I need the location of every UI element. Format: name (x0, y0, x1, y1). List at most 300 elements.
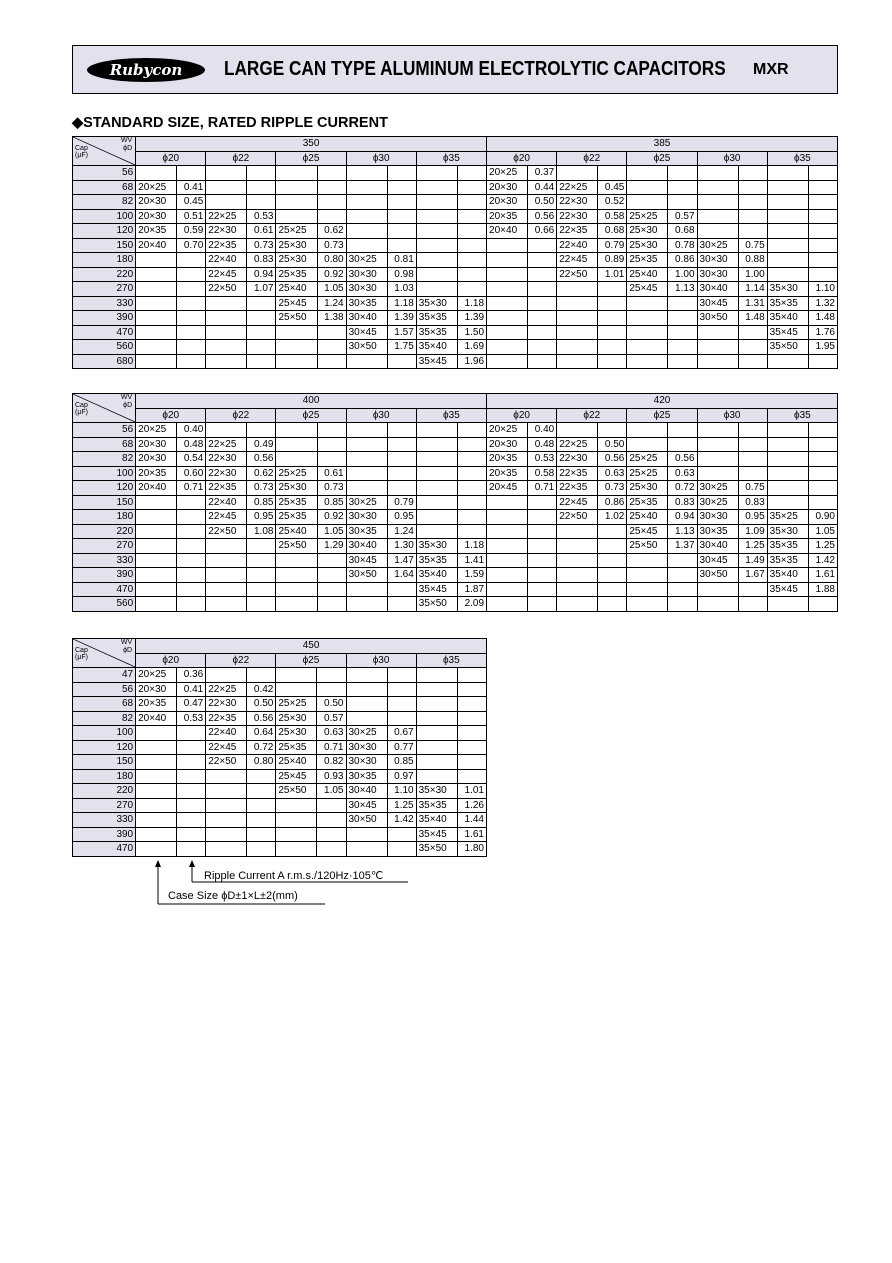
case-size-cell (206, 325, 247, 340)
table-row (73, 296, 838, 311)
ripple-current-cell (177, 539, 206, 554)
ripple-current-cell: 1.24 (317, 296, 346, 311)
cap-label: Cap (75, 402, 88, 409)
case-size-cell (557, 311, 598, 326)
case-size-cell: 25×45 (627, 282, 668, 297)
diameter-header: ϕ30 (346, 653, 416, 668)
ripple-current-cell: 1.30 (387, 539, 416, 554)
case-size-cell: 22×40 (557, 238, 598, 253)
case-size-cell: 22×25 (557, 180, 598, 195)
ripple-current-cell: 1.39 (457, 311, 486, 326)
ripple-current-cell (598, 325, 627, 340)
ripple-current-cell: 1.07 (247, 282, 276, 297)
ripple-current-cell: 0.61 (247, 224, 276, 239)
case-size-cell (697, 466, 738, 481)
case-size-cell (136, 798, 177, 813)
ripple-current-cell (528, 597, 557, 612)
case-size-cell: 30×25 (346, 726, 387, 741)
ripple-current-cell: 0.63 (668, 466, 697, 481)
capacitance-cell: 220 (73, 267, 136, 282)
ripple-current-cell (808, 354, 837, 369)
table-row (73, 682, 487, 697)
ripple-current-cell (668, 437, 697, 452)
page-header (72, 45, 838, 94)
ripple-current-cell (387, 224, 416, 239)
case-size-cell (416, 224, 457, 239)
ripple-current-cell (457, 510, 486, 525)
ripple-current-cell: 0.73 (317, 481, 346, 496)
ripple-current-cell (457, 769, 486, 784)
case-size-cell (487, 539, 528, 554)
case-size-cell (136, 340, 177, 355)
case-size-cell (697, 325, 738, 340)
ripple-current-cell (387, 466, 416, 481)
case-size-cell: 30×30 (697, 267, 738, 282)
ripple-current-cell (317, 325, 346, 340)
case-size-cell (136, 827, 177, 842)
case-size-cell (767, 466, 808, 481)
ripple-current-cell: 0.81 (387, 253, 416, 268)
ripple-current-cell (457, 711, 486, 726)
case-size-cell: 25×25 (627, 209, 668, 224)
diameter-header: ϕ20 (136, 653, 206, 668)
header-corner (73, 394, 136, 423)
table-row (73, 524, 838, 539)
ripple-current-cell (177, 340, 206, 355)
ripple-current-cell: 0.95 (247, 510, 276, 525)
case-size-cell: 22×45 (557, 495, 598, 510)
case-size-cell: 35×35 (767, 539, 808, 554)
ripple-current-cell: 0.67 (387, 726, 416, 741)
legend-ripple-current: Ripple Current A r.m.s./120Hz·105℃ (204, 870, 384, 882)
ripple-current-cell (457, 481, 486, 496)
case-size-cell (487, 553, 528, 568)
case-size-cell (416, 711, 457, 726)
table-row (73, 452, 838, 467)
ripple-current-cell (177, 582, 206, 597)
capacitance-cell: 180 (73, 510, 136, 525)
ripple-current-cell (598, 423, 627, 438)
ripple-current-cell (247, 296, 276, 311)
ripple-current-cell (247, 195, 276, 210)
diameter-header: ϕ20 (487, 151, 557, 166)
ripple-current-cell: 1.05 (317, 524, 346, 539)
ripple-current-cell (738, 582, 767, 597)
case-size-cell: 30×30 (346, 740, 387, 755)
ripple-current-cell: 1.25 (808, 539, 837, 554)
ripple-current-cell (317, 423, 346, 438)
ripple-current-cell: 0.47 (177, 697, 206, 712)
table-row (73, 510, 838, 525)
voltage-header: 400 (136, 394, 487, 409)
case-size-cell (557, 282, 598, 297)
case-size-cell: 25×25 (627, 452, 668, 467)
capacitance-cell: 68 (73, 437, 136, 452)
case-size-cell (136, 813, 177, 828)
case-size-cell (627, 568, 668, 583)
ripple-current-cell: 0.73 (317, 238, 346, 253)
case-size-cell (697, 437, 738, 452)
section-title: ◆STANDARD SIZE, RATED RIPPLE CURRENT (72, 115, 388, 131)
case-size-cell: 30×30 (346, 510, 387, 525)
case-size-cell (416, 466, 457, 481)
diameter-label: ϕD (123, 145, 133, 152)
case-size-cell (557, 423, 598, 438)
ripple-current-cell (387, 437, 416, 452)
capacitance-cell: 100 (73, 466, 136, 481)
ripple-current-cell: 0.85 (247, 495, 276, 510)
header-corner (73, 137, 136, 166)
ripple-current-cell (738, 466, 767, 481)
ripple-current-cell: 0.50 (247, 697, 276, 712)
case-size-cell: 20×35 (136, 466, 177, 481)
ripple-current-cell: 0.40 (528, 423, 557, 438)
ripple-current-cell (177, 267, 206, 282)
ripple-current-cell (177, 296, 206, 311)
ripple-current-cell (317, 668, 346, 683)
case-size-cell (346, 582, 387, 597)
ripple-current-cell (738, 325, 767, 340)
case-size-cell: 22×35 (557, 466, 598, 481)
case-size-cell (276, 813, 317, 828)
case-size-cell (767, 267, 808, 282)
capacitance-cell: 270 (73, 798, 136, 813)
ripple-current-cell (457, 437, 486, 452)
ripple-current-cell: 0.80 (247, 755, 276, 770)
ripple-current-cell: 1.48 (808, 311, 837, 326)
header-corner (73, 639, 136, 668)
ripple-current-cell: 0.72 (247, 740, 276, 755)
ripple-table-400-420 (72, 393, 838, 612)
case-size-cell (487, 282, 528, 297)
case-size-cell (416, 423, 457, 438)
case-size-cell (346, 224, 387, 239)
ripple-current-cell (457, 755, 486, 770)
case-size-cell: 25×35 (276, 267, 317, 282)
diameter-header: ϕ22 (206, 151, 276, 166)
case-size-cell (487, 495, 528, 510)
ripple-current-cell (317, 340, 346, 355)
rubycon-logo: Rubycon (87, 58, 205, 82)
case-size-cell (276, 582, 317, 597)
table-row (73, 166, 838, 181)
ripple-current-cell: 1.00 (738, 267, 767, 282)
capacitance-cell: 680 (73, 354, 136, 369)
ripple-current-cell (598, 296, 627, 311)
table-row (73, 267, 838, 282)
case-size-cell: 20×25 (487, 166, 528, 181)
case-size-cell (206, 769, 247, 784)
diameter-header: ϕ30 (697, 151, 767, 166)
case-size-cell (627, 597, 668, 612)
ripple-current-cell: 0.71 (317, 740, 346, 755)
ripple-current-cell (598, 311, 627, 326)
diameter-header: ϕ30 (346, 408, 416, 423)
case-size-cell: 25×25 (276, 697, 317, 712)
ripple-current-cell: 0.88 (738, 253, 767, 268)
ripple-current-cell (317, 209, 346, 224)
ripple-current-cell (317, 452, 346, 467)
ripple-current-cell (387, 452, 416, 467)
capacitance-cell: 150 (73, 755, 136, 770)
ripple-current-cell (387, 682, 416, 697)
ripple-current-cell (457, 495, 486, 510)
ripple-current-cell: 1.01 (457, 784, 486, 799)
case-size-cell (206, 842, 247, 857)
ripple-current-cell: 0.37 (528, 166, 557, 181)
ripple-table-350-385 (72, 136, 838, 369)
diameter-header: ϕ35 (416, 653, 486, 668)
ripple-current-cell (387, 597, 416, 612)
table-row (73, 597, 838, 612)
case-size-cell (276, 668, 317, 683)
ripple-current-cell (668, 296, 697, 311)
case-size-cell: 20×35 (487, 209, 528, 224)
case-size-cell: 25×30 (276, 481, 317, 496)
ripple-current-cell: 1.50 (457, 325, 486, 340)
ripple-current-cell: 1.18 (457, 539, 486, 554)
table-row (73, 325, 838, 340)
ripple-current-cell: 1.25 (387, 798, 416, 813)
ripple-current-cell (317, 354, 346, 369)
case-size-cell: 22×25 (206, 209, 247, 224)
ripple-current-cell (598, 282, 627, 297)
table-row (73, 423, 838, 438)
case-size-cell (346, 466, 387, 481)
case-size-cell: 35×25 (767, 510, 808, 525)
ripple-current-cell: 1.26 (457, 798, 486, 813)
case-size-cell (206, 798, 247, 813)
ripple-current-cell (808, 597, 837, 612)
ripple-current-cell (387, 354, 416, 369)
capacitance-cell: 330 (73, 296, 136, 311)
case-size-cell (276, 354, 317, 369)
ripple-current-cell: 1.49 (738, 553, 767, 568)
diameter-header: ϕ35 (416, 408, 486, 423)
ripple-current-cell (457, 180, 486, 195)
diameter-header: ϕ22 (557, 408, 627, 423)
series-code: MXR (753, 61, 789, 78)
ripple-current-cell: 1.18 (457, 296, 486, 311)
capacitance-cell: 270 (73, 282, 136, 297)
ripple-current-cell (317, 180, 346, 195)
ripple-current-cell (177, 827, 206, 842)
case-size-cell: 25×45 (627, 524, 668, 539)
table-row (73, 769, 487, 784)
case-size-cell (346, 668, 387, 683)
case-size-cell: 30×30 (346, 282, 387, 297)
table-row (73, 553, 838, 568)
ripple-current-cell: 0.63 (317, 726, 346, 741)
ripple-current-cell (808, 180, 837, 195)
case-size-cell: 22×40 (206, 253, 247, 268)
ripple-current-cell (598, 354, 627, 369)
ripple-current-cell (738, 354, 767, 369)
case-size-cell: 35×50 (416, 842, 457, 857)
case-size-cell (346, 697, 387, 712)
case-size-cell (767, 209, 808, 224)
table-row (73, 842, 487, 857)
ripple-current-cell (317, 827, 346, 842)
diameter-header: ϕ30 (346, 151, 416, 166)
ripple-current-cell: 0.66 (528, 224, 557, 239)
case-size-cell (276, 568, 317, 583)
case-size-cell (416, 495, 457, 510)
table-row (73, 697, 487, 712)
case-size-cell (136, 267, 177, 282)
ripple-current-cell: 0.36 (177, 668, 206, 683)
case-size-cell: 30×40 (346, 784, 387, 799)
ripple-current-cell (387, 827, 416, 842)
ripple-current-cell: 1.95 (808, 340, 837, 355)
case-size-cell (416, 195, 457, 210)
table-row (73, 668, 487, 683)
capacitance-cell: 68 (73, 180, 136, 195)
capacitance-cell: 82 (73, 711, 136, 726)
ripple-current-cell: 1.29 (317, 539, 346, 554)
ripple-current-cell: 1.42 (808, 553, 837, 568)
case-size-cell (136, 842, 177, 857)
case-size-cell (346, 597, 387, 612)
diameter-header: ϕ20 (136, 408, 206, 423)
ripple-current-cell (177, 813, 206, 828)
ripple-current-cell: 0.73 (598, 481, 627, 496)
ripple-current-cell: 1.44 (457, 813, 486, 828)
case-size-cell (276, 180, 317, 195)
case-size-cell (697, 166, 738, 181)
ripple-current-cell (668, 166, 697, 181)
case-size-cell (276, 325, 317, 340)
ripple-current-cell: 0.62 (317, 224, 346, 239)
case-size-cell: 30×45 (346, 798, 387, 813)
case-size-cell (416, 238, 457, 253)
ripple-current-cell: 1.76 (808, 325, 837, 340)
case-size-cell (206, 180, 247, 195)
case-size-cell (697, 224, 738, 239)
case-size-cell: 35×45 (767, 325, 808, 340)
voltage-header: 420 (487, 394, 838, 409)
case-size-cell: 30×30 (697, 510, 738, 525)
case-size-cell (627, 553, 668, 568)
ripple-current-cell (598, 166, 627, 181)
cap-label: Cap (75, 145, 88, 152)
ripple-current-cell: 0.45 (177, 195, 206, 210)
case-size-cell: 22×50 (557, 267, 598, 282)
case-size-cell: 20×25 (136, 668, 177, 683)
case-size-cell: 35×40 (416, 340, 457, 355)
case-size-cell (276, 195, 317, 210)
table-row (73, 238, 838, 253)
ripple-current-cell (177, 524, 206, 539)
ripple-current-cell: 0.58 (528, 466, 557, 481)
ripple-current-cell (457, 682, 486, 697)
case-size-cell: 35×30 (767, 282, 808, 297)
table-row (73, 224, 838, 239)
ripple-current-cell (247, 597, 276, 612)
ripple-current-cell: 1.05 (317, 282, 346, 297)
ripple-current-cell: 1.02 (598, 510, 627, 525)
legend (150, 858, 410, 908)
case-size-cell (136, 282, 177, 297)
ripple-current-cell (177, 325, 206, 340)
ripple-current-cell (738, 209, 767, 224)
ripple-current-cell (177, 311, 206, 326)
case-size-cell: 30×25 (346, 495, 387, 510)
case-size-cell (557, 553, 598, 568)
case-size-cell: 22×30 (557, 195, 598, 210)
case-size-cell (416, 682, 457, 697)
ripple-current-cell (808, 195, 837, 210)
case-size-cell: 20×40 (136, 238, 177, 253)
ripple-current-cell (668, 311, 697, 326)
ripple-current-cell (808, 481, 837, 496)
table-row (73, 180, 838, 195)
case-size-cell (416, 267, 457, 282)
case-size-cell (416, 282, 457, 297)
case-size-cell: 30×50 (346, 340, 387, 355)
case-size-cell: 25×35 (276, 495, 317, 510)
ripple-current-cell (528, 296, 557, 311)
ripple-current-cell: 0.53 (247, 209, 276, 224)
ripple-current-cell (528, 282, 557, 297)
case-size-cell: 22×35 (206, 238, 247, 253)
ripple-current-cell (247, 354, 276, 369)
diameter-header: ϕ35 (767, 151, 837, 166)
ripple-current-cell: 2.09 (457, 597, 486, 612)
diameter-label: ϕD (123, 402, 133, 409)
ripple-current-cell (528, 510, 557, 525)
ripple-current-cell: 1.10 (808, 282, 837, 297)
ripple-current-cell: 1.18 (387, 296, 416, 311)
ripple-current-cell (247, 769, 276, 784)
legend-case-size: Case Size ϕD±1×L±2(mm) (168, 890, 298, 902)
ripple-current-cell: 0.97 (387, 769, 416, 784)
ripple-current-cell (808, 209, 837, 224)
case-size-cell: 22×25 (557, 437, 598, 452)
case-size-cell (627, 340, 668, 355)
ripple-current-cell (738, 195, 767, 210)
ripple-current-cell: 0.51 (177, 209, 206, 224)
ripple-current-cell (457, 253, 486, 268)
ripple-current-cell: 0.62 (247, 466, 276, 481)
ripple-current-cell (317, 813, 346, 828)
ripple-current-cell: 1.41 (457, 553, 486, 568)
ripple-current-cell: 0.71 (177, 481, 206, 496)
case-size-cell (697, 180, 738, 195)
case-size-cell: 30×40 (697, 539, 738, 554)
case-size-cell (557, 524, 598, 539)
case-size-cell: 25×30 (627, 224, 668, 239)
ripple-current-cell: 0.80 (317, 253, 346, 268)
ripple-current-cell: 1.05 (808, 524, 837, 539)
ripple-current-cell (387, 180, 416, 195)
case-size-cell (487, 253, 528, 268)
case-size-cell (627, 166, 668, 181)
ripple-current-cell: 0.75 (738, 238, 767, 253)
diameter-header: ϕ25 (627, 151, 697, 166)
table-row (73, 195, 838, 210)
diameter-header: ϕ22 (557, 151, 627, 166)
case-size-cell (346, 209, 387, 224)
case-size-cell: 30×25 (697, 495, 738, 510)
case-size-cell (767, 195, 808, 210)
ripple-current-cell (387, 668, 416, 683)
case-size-cell: 30×30 (697, 253, 738, 268)
ripple-current-cell (317, 437, 346, 452)
ripple-table-450 (72, 638, 487, 857)
case-size-cell (346, 711, 387, 726)
capacitance-cell: 220 (73, 784, 136, 799)
